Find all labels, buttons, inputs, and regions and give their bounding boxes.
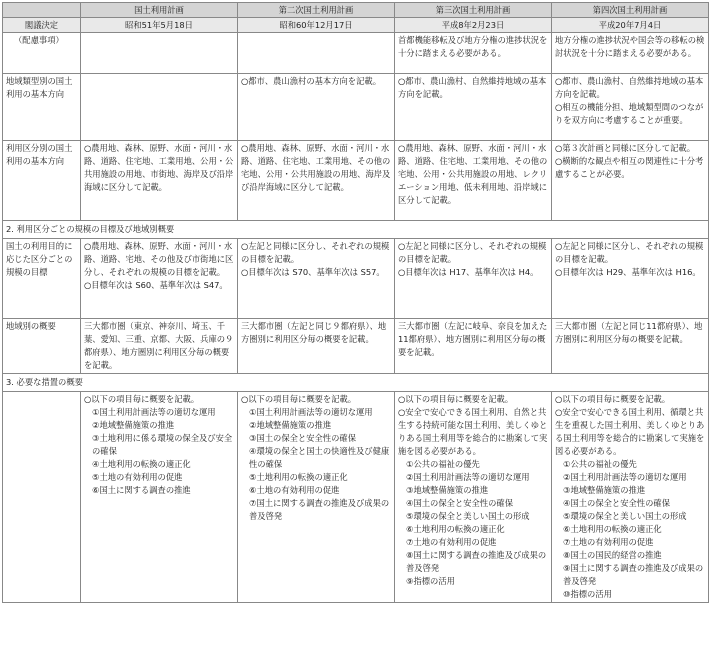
target-label: 国土の利用目的に応じた区分ごとの規模の目標 — [3, 239, 81, 319]
notes-plan3: 首都機能移転及び地方分権の進捗状況を十分に踏まえる必要がある。 — [395, 33, 552, 74]
measures-plan2-item: ○以下の項目毎に概要を記載。 — [241, 394, 357, 404]
usage-plan1: ○農用地、森林、原野、水面・河川・水路、道路、住宅地、工業用地、公用・公共用施設の用地、市街地、海岸及び沿岸海域に区分して記載。 — [81, 141, 238, 221]
decision-label: 閣議決定 — [3, 18, 81, 33]
region-row — [3, 74, 709, 141]
measures-plan4-item: ○以下の項目毎に概要を記載。 — [555, 394, 671, 404]
measures-plan3-item: ①公共の福祉の優先 — [406, 459, 480, 469]
measures-plan4-item: ⑨国土に関する調査の推進及び成果の普及啓発 — [563, 563, 704, 586]
measures-plan4-item: ⑧国土の国民的経営の推進 — [563, 550, 662, 560]
measures-plan4 — [552, 392, 709, 603]
measures-plan3-item: ⑧国土に関する調査の推進及び成果の普及啓発 — [406, 550, 547, 573]
measures-plan1 — [81, 392, 238, 603]
plan-name-2: 第二次国土利用計画 — [238, 3, 395, 18]
target-plan3-b: ○目標年次は H17、基準年次は H4。 — [398, 267, 539, 277]
measures-plan2-item: ①国土利用計画法等の適切な運用 — [249, 407, 373, 417]
regional-plan1: 三大都市圏（東京、神奈川、埼玉、千葉、愛知、三重、京都、大阪、兵庫の９都府県）、地方圏別に利用区分毎の概要を記載。 — [81, 319, 238, 374]
plan-name-1: 国土利用計画 — [81, 3, 238, 18]
measures-plan4-item: ②国土利用計画法等の適切な運用 — [563, 472, 687, 482]
section-2-heading: 2. 利用区分ごとの規模の目標及び地域別概要 — [3, 221, 709, 239]
usage-plan4-b: ○横断的な観点や相互の関連性に十分考慮することが必要。 — [555, 156, 704, 179]
usage-plan4-a: ○第３次計画と同様に区分して記載。 — [555, 143, 695, 153]
regional-plan2: 三大都市圏（左記と同じ９都府県）、地方圏別に利用区分毎の概要を記載。 — [238, 319, 395, 374]
decision-date-4: 平成20年7月4日 — [552, 18, 709, 33]
plan-comparison-table — [2, 2, 709, 603]
measures-plan3-item: ○安全で安心できる国土利用、自然と共生する持続可能な国土利用、美しくゆとりある国土利用等を総合的に勘案して実施を図る必要がある。 — [398, 407, 548, 456]
measures-plan3-item: ⑥土地利用の転換の適正化 — [406, 524, 505, 534]
target-plan3 — [395, 239, 552, 319]
measures-plan3-item: ⑤環境の保全と美しい国土の形成 — [406, 511, 530, 521]
region-plan3: ○都市、農山漁村、自然維持地域の基本方向を記載。 — [395, 74, 552, 141]
target-plan4 — [552, 239, 709, 319]
usage-label: 利用区分別の国土利用の基本方向 — [3, 141, 81, 221]
measures-plan2-item: ⑦国土に関する調査の推進及び成果の普及啓発 — [249, 498, 390, 521]
measures-plan1-item: ④土地利用の転換の適正化 — [92, 459, 191, 469]
measures-plan2-item: ⑥土地の有効利用の促進 — [249, 485, 340, 495]
measures-plan1-item: ①国土利用計画法等の適切な運用 — [92, 407, 216, 417]
notes-plan4: 地方分権の進捗状況や国会等の移転の検討状況を十分に踏まえる必要がある。 — [552, 33, 709, 74]
decision-date-2: 昭和60年12月17日 — [238, 18, 395, 33]
measures-plan3-item: ②国土利用計画法等の適切な運用 — [406, 472, 530, 482]
regional-label: 地域別の概要 — [3, 319, 81, 374]
measures-plan2-item: ②地域整備施策の推進 — [249, 420, 332, 430]
region-plan2: ○都市、農山漁村の基本方向を記載。 — [238, 74, 395, 141]
regional-row — [3, 319, 709, 374]
section-2-row — [3, 221, 709, 239]
region-label: 地域類型別の国土利用の基本方向 — [3, 74, 81, 141]
target-plan1 — [81, 239, 238, 319]
measures-plan4-item: ①公共の福祉の優先 — [563, 459, 637, 469]
measures-plan3-item: ⑦土地の有効利用の促進 — [406, 537, 497, 547]
usage-plan4 — [552, 141, 709, 221]
measures-plan2-item: ④環境の保全と国土の快適性及び健康性の確保 — [249, 446, 390, 469]
measures-plan1-item: ⑥国土に関する調査の推進 — [92, 485, 191, 495]
cell-empty — [81, 33, 238, 74]
cell-empty — [81, 74, 238, 141]
measures-plan4-item: ④国土の保全と安全性の確保 — [563, 498, 671, 508]
region-plan4 — [552, 74, 709, 141]
plan-name-3: 第三次国土利用計画 — [395, 3, 552, 18]
corner-cell — [3, 3, 81, 18]
usage-plan3: ○農用地、森林、原野、水面・河川・水路、道路、住宅地、工業用地、その他の宅地、公用・公共用施設の用地、レクリエーション用地、低未利用地、沿岸域に区分して記載。 — [395, 141, 552, 221]
row-label — [3, 33, 81, 74]
target-plan4-b: ○目標年次は H29、基準年次は H16。 — [555, 267, 701, 277]
measures-plan4-item: ⑤環境の保全と美しい国土の形成 — [563, 511, 687, 521]
target-plan2-b: ○目標年次は S70、基準年次は S57。 — [241, 267, 385, 277]
decision-date-1: 昭和51年5月18日 — [81, 18, 238, 33]
measures-plan2 — [238, 392, 395, 603]
measures-plan1-item: ②地域整備施策の推進 — [92, 420, 175, 430]
measures-plan3-item: ③地域整備施策の推進 — [406, 485, 489, 495]
notes-row — [3, 33, 709, 74]
measures-plan1-item: ⑤土地の有効利用の促進 — [92, 472, 183, 482]
region-plan4-b: ○相互の機能分担、地域類型間のつながりを双方向に考慮することが重要。 — [555, 102, 704, 125]
target-plan3-a: ○左記と同様に区分し、それぞれの規模の目標を記載。 — [398, 241, 547, 264]
measures-plan1-item: ○以下の項目毎に概要を記載。 — [84, 394, 200, 404]
measures-plan4-item: ⑥土地利用の転換の適正化 — [563, 524, 662, 534]
usage-row — [3, 141, 709, 221]
measures-plan4-item: ○安全で安心できる国土利用、循環と共生を重視した国土利用、美しくゆとりある国土利用等を総合的に勘案して実施を図る必要がある。 — [555, 407, 705, 456]
target-plan1-a: ○農用地、森林、原野、水面・河川・水路、道路、宅地、その他及び市街地に区分し、それぞれの規模の目標を記載。 — [84, 241, 234, 277]
decision-date-3: 平成8年2月23日 — [395, 18, 552, 33]
measures-plan3-item: ○以下の項目毎に概要を記載。 — [398, 394, 514, 404]
measures-plan1-item: ③土地利用に係る環境の保全及び安全の確保 — [92, 433, 233, 456]
usage-plan2: ○農用地、森林、原野、水面・河川・水路、道路、住宅地、工業用地、その他の宅地、公用・公共用施設の用地、海岸及び沿岸海域に区分して記載。 — [238, 141, 395, 221]
measures-row — [3, 392, 709, 603]
measures-plan3-item: ⑨指標の活用 — [406, 576, 455, 586]
regional-plan3: 三大都市圏（左記に岐阜、奈良を加えた11都府県）、地方圏別に利用区分毎の概要を記載。 — [395, 319, 552, 374]
measures-plan4-item: ⑦土地の有効利用の促進 — [563, 537, 654, 547]
measures-plan4-item: ⑩指標の活用 — [563, 589, 612, 599]
measures-plan3-item: ④国土の保全と安全性の確保 — [406, 498, 514, 508]
target-plan1-b: ○目標年次は S60、基準年次は S47。 — [84, 280, 228, 290]
notes-label: （配慮事項） — [14, 35, 64, 45]
target-plan2-a: ○左記と同様に区分し、それぞれの規模の目標を記載。 — [241, 241, 390, 264]
regional-plan4: 三大都市圏（左記と同じ11都府県）、地方圏別に利用区分毎の概要を記載。 — [552, 319, 709, 374]
cell-empty — [3, 392, 81, 603]
plan-name-4: 第四次国土利用計画 — [552, 3, 709, 18]
measures-plan3 — [395, 392, 552, 603]
section-3-heading: 3. 必要な措置の概要 — [3, 374, 709, 392]
section-3-row — [3, 374, 709, 392]
cell-empty — [238, 33, 395, 74]
measures-plan4-item: ③地域整備施策の推進 — [563, 485, 646, 495]
target-plan2 — [238, 239, 395, 319]
region-plan4-a: ○都市、農山漁村、自然維持地域の基本方向を記載。 — [555, 76, 704, 99]
measures-plan2-item: ③国土の保全と安全性の確保 — [249, 433, 357, 443]
header-row — [3, 3, 709, 18]
decision-date-row — [3, 18, 709, 33]
target-plan4-a: ○左記と同様に区分し、それぞれの規模の目標を記載。 — [555, 241, 704, 264]
target-row — [3, 239, 709, 319]
measures-plan2-item: ⑤土地利用の転換の適正化 — [249, 472, 348, 482]
